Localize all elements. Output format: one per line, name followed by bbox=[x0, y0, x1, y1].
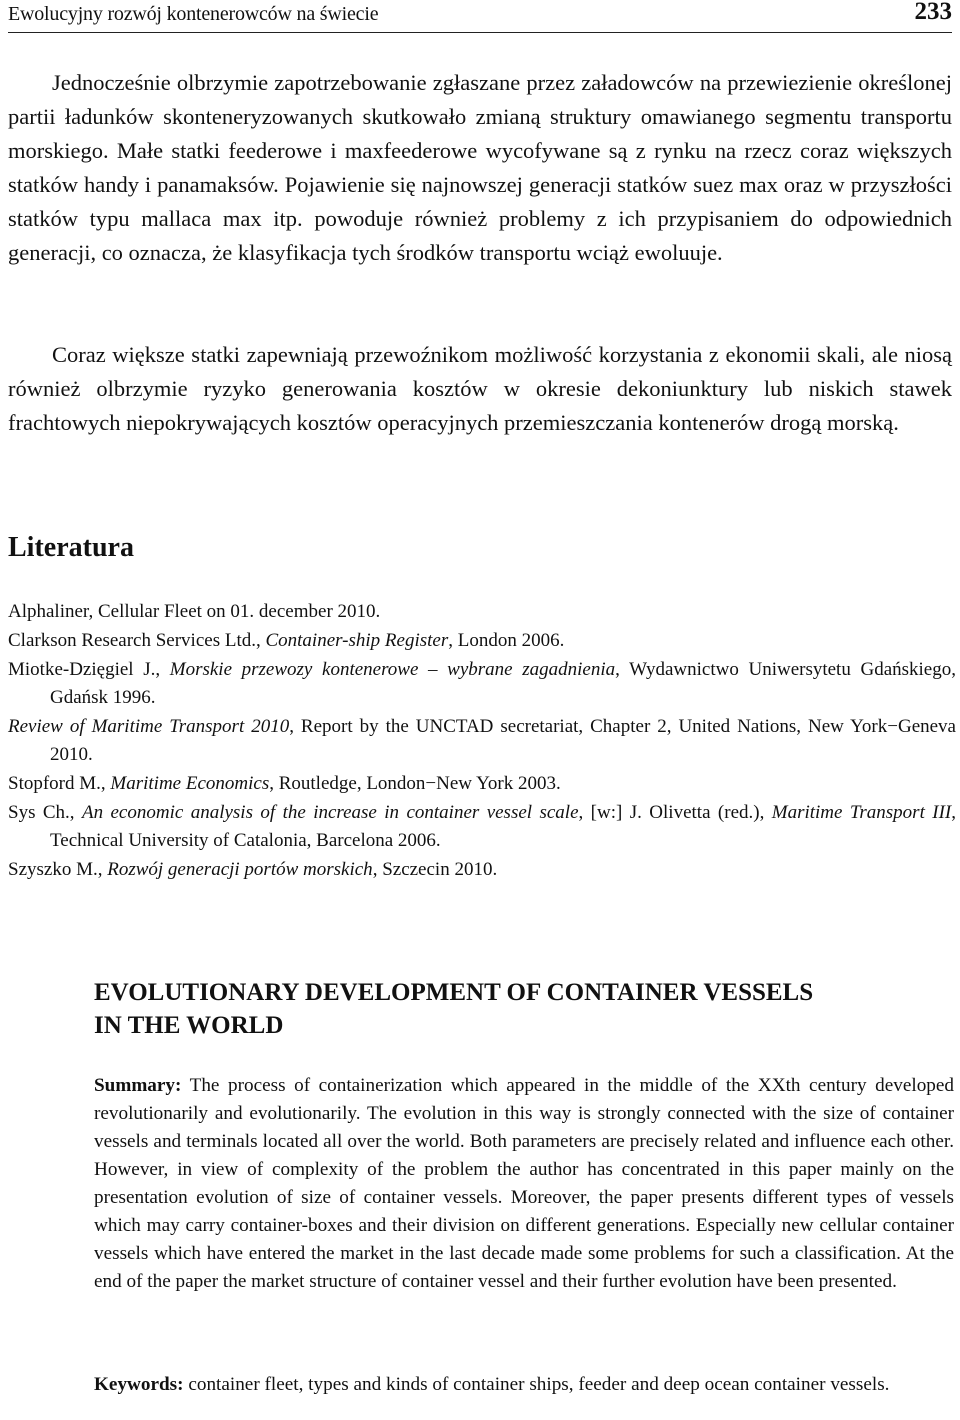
ref-details-2: , Technical University of Catalonia, Barcelona 2006. bbox=[50, 802, 956, 851]
ref-details: , Routledge, London−New York 2003. bbox=[269, 773, 561, 794]
english-title bbox=[94, 976, 934, 1042]
ref-title: Review of Maritime Transport 2010 bbox=[8, 716, 290, 737]
reference-item bbox=[8, 627, 956, 655]
ref-details: , London 2006. bbox=[448, 630, 565, 651]
body-paragraph-1 bbox=[8, 66, 952, 270]
reference-list bbox=[8, 598, 956, 885]
ref-details: , Report by the UNCTAD secretariat, Chapter 2, United Nations, New York−Geneva 2010. bbox=[50, 716, 956, 765]
english-title-line-1: EVOLUTIONARY DEVELOPMENT OF CONTAINER VESSELS bbox=[94, 979, 814, 1006]
running-title: Ewolucyjny rozwój kontenerowców na świecie bbox=[8, 3, 379, 25]
literature-heading: Literatura bbox=[8, 532, 134, 563]
reference-item bbox=[8, 770, 956, 798]
reference-item bbox=[8, 713, 956, 769]
running-header bbox=[8, 0, 952, 33]
ref-text: Alphaliner, Cellular Fleet on 01. december 2010. bbox=[8, 601, 381, 622]
ref-title-2: Maritime Transport III bbox=[771, 802, 952, 823]
ref-author: Stopford M., bbox=[8, 773, 111, 794]
keywords-text: container fleet, types and kinds of container ships, feeder and deep ocean container vessels. bbox=[183, 1374, 890, 1395]
reference-item bbox=[8, 856, 956, 884]
ref-details: , Wydawnictwo Uniwersytetu Gdańskiego, Gdańsk 1996. bbox=[50, 659, 956, 708]
summary-text: The process of containerization which appeared in the middle of the XXth century developed revolutionarily and evolutionarily. The evolution in this way is strongly connected with the size of container vessels and terminals located all over the world. Both parameters are precisely related and influence each other. However, in view of complexity of the problem the author has concentrated in this paper mainly on the presentation evolution of size of container vessels. Moreover, the paper presents different types of vessels which may carry container-boxes and their division on different generations. Especially new cellular container vessels which have entered the market in the last decade made some problems for such a classification. At the end of the paper the market structure of container vessel and their further evolution have been presented. bbox=[94, 1075, 954, 1292]
reference-item bbox=[8, 598, 956, 626]
ref-title: An economic analysis of the increase in container vessel scale bbox=[81, 802, 579, 823]
reference-item bbox=[8, 799, 956, 855]
body-paragraph-2 bbox=[8, 338, 952, 440]
page-number: 233 bbox=[914, 0, 952, 25]
ref-title: Rozwój generacji portów morskich bbox=[107, 859, 373, 880]
reference-item bbox=[8, 656, 956, 712]
keywords-paragraph bbox=[94, 1371, 954, 1399]
ref-author: Sys Ch., bbox=[8, 802, 82, 823]
keywords-label: Keywords: bbox=[94, 1374, 184, 1395]
ref-author: Szyszko M., bbox=[8, 859, 108, 880]
ref-title: Container-ship Register bbox=[265, 630, 449, 651]
ref-author: Clarkson Research Services Ltd., bbox=[8, 630, 266, 651]
paragraph-text: Jednocześnie olbrzymie zapotrzebowanie zgłaszane przez załadowców na przewiezienie określonej partii ładunków skonteneryzowanych skutkowało zmianą struktury omawianego segmentu transportu morskiego. Małe statki feederowe i maxfeederowe wycofywane są z rynku na rzecz coraz większych statków handy i panamaksów. Pojawienie się najnowszej generacji statków suez max oraz w przyszłości statków typu mallaca max itp. powoduje również problemy z ich przypisaniem do odpowiednich generacji, co oznacza, że klasyfikacja tych środków transportu wciąż ewoluuje. bbox=[8, 70, 952, 265]
paragraph-text: Coraz większe statki zapewniają przewoźnikom możliwość korzystania z ekonomii skali, ale niosą również olbrzymie ryzyko generowania kosztów w okresie dekoniunktury lub niskich stawek frachtowych niepokrywających kosztów operacyjnych przemieszczania kontenerów drogą morską. bbox=[8, 342, 952, 435]
summary-paragraph bbox=[94, 1072, 954, 1296]
ref-details: , Szczecin 2010. bbox=[372, 859, 498, 880]
ref-title: Maritime Economics bbox=[110, 773, 270, 794]
ref-author: Miotke-Dzięgiel J., bbox=[8, 659, 170, 680]
summary-label: Summary: bbox=[94, 1075, 182, 1096]
ref-details: , [w:] J. Olivetta (red.), bbox=[578, 802, 772, 823]
ref-title: Morskie przewozy kontenerowe – wybrane zagadnienia bbox=[169, 659, 616, 680]
english-title-line-2: IN THE WORLD bbox=[94, 1012, 284, 1039]
